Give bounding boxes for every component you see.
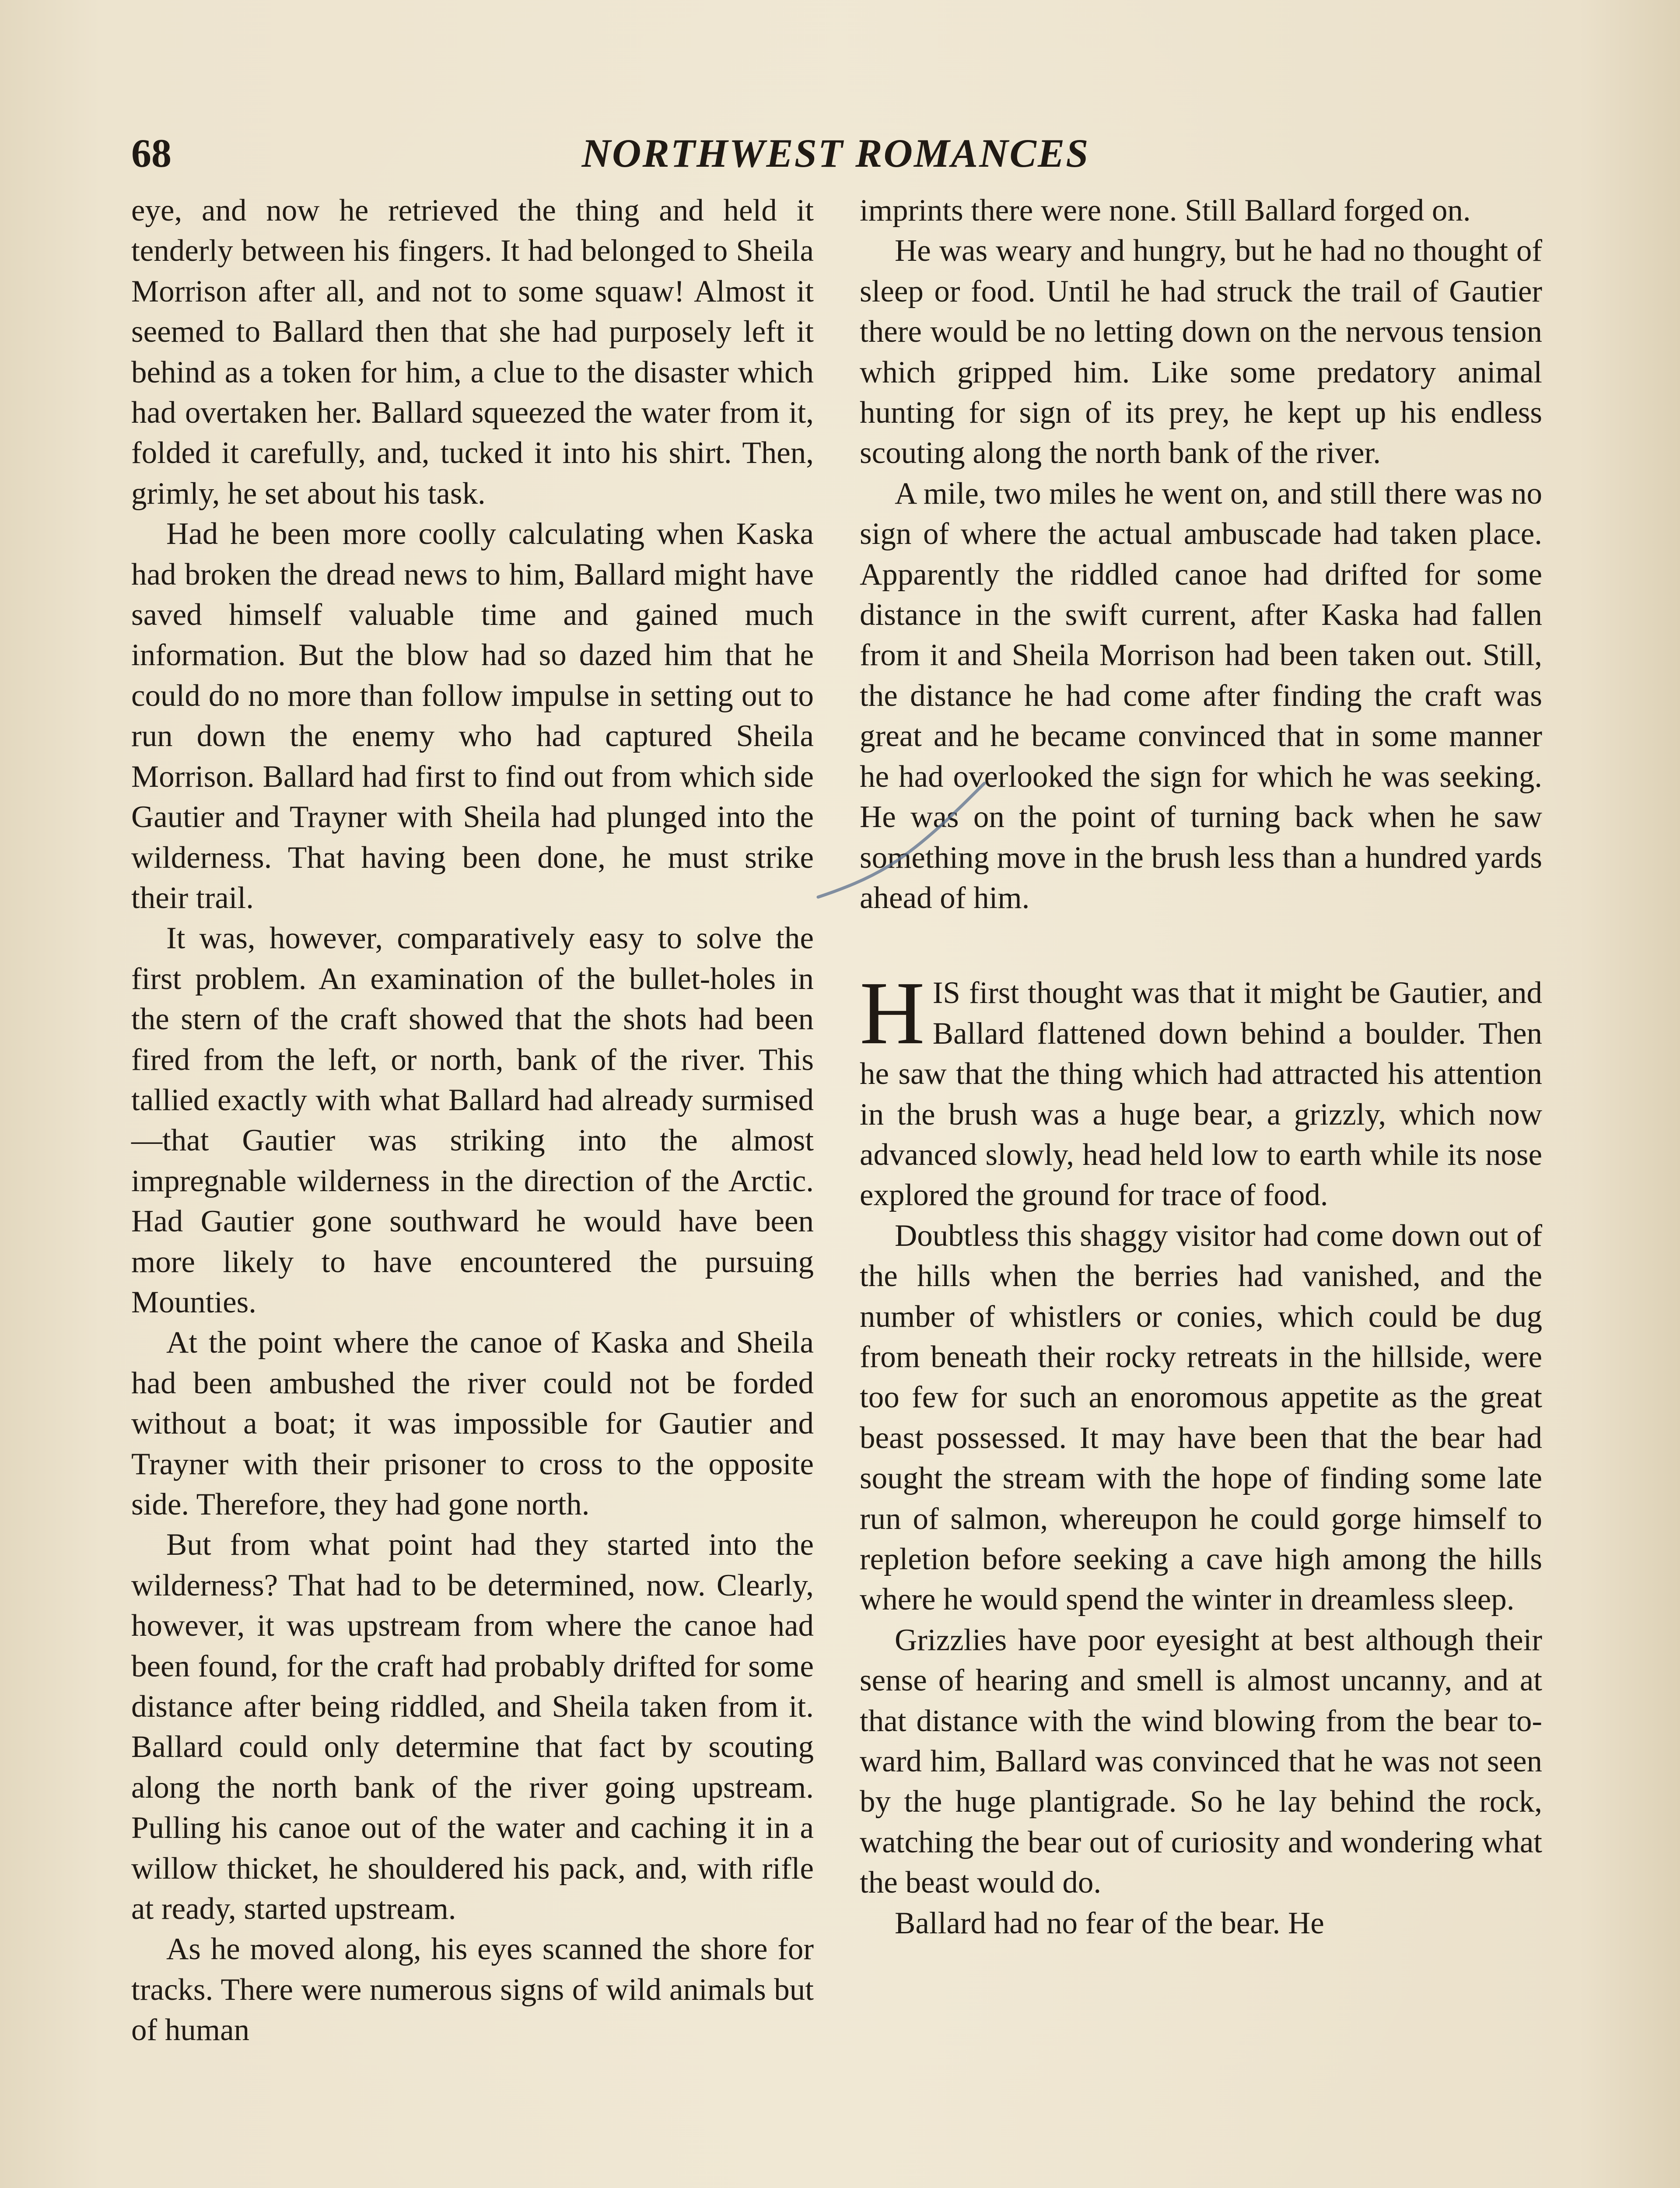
body-paragraph: eye, and now he retrieved the thing and held it tenderly between his fingers. It had belonged to Sheila Morrison after all, and not to some squaw! Almost it seemed to Ballard then that she had purposely left it behind as a token for him, a clue to the disaster which had overtaken her. Ballard squeezed the water from it, folded it carefully, and, tucked it into his shirt. Then, grimly, he set about his task. [131,193,814,511]
body-paragraph: It was, however, comparatively easy to solve the first problem. An examination of the bullet-holes in the stern of the craft showed that the shots had been fired from the left, or north, bank of the river. This tallied exactly with what Ballard had already surmised—that Gautier was striking into the almost impregnable wilderness in the direction of the Arctic. Had Gautier gone southward he would have been more likely to have encountered the pursuing Mounties. [131,921,814,1319]
dropcap-paragraph-text: IS first thought was that it might be Gautier, and Ballard flattened down behind a boulder. Then he saw that the thing which had attracted his attention in the brush was a huge bear, a grizzly, which now advanced slowly, head held low to earth while its nose explored the ground for trace of food. [860,976,1542,1213]
body-paragraph: Grizzlies have poor eyesight at best although their sense of hearing and smell is almost uncanny, and at that distance with the wind blowing from the bear toward him, Ballard was convinced that he was not seen by the huge plantigrade. So he lay behind the rock, watching the bear out of curiosity and wondering what the beast would do. [860,1623,1542,1900]
page-header [131,127,1540,179]
magazine-title: NORTHWEST ROMANCES [581,131,1090,175]
body-paragraph: But from what point had they started into the wilderness? That had to be determined, now. Clearly, however, it was upstream from where the canoe had been found, for the craft had probably drifted for some distance after being riddled, and Sheila taken from it. Ballard could only determine that fact by scouting along the north bank of the river going upstream. Pulling his canoe out of the water and caching it in a willow thicket, he shouldered his pack, and, with rifle at ready, started upstream. [131,1528,814,1926]
left-column [131,190,814,2051]
body-paragraph: As he moved along, his eyes scanned the shore for tracks. There were numerous signs of wild animals but of human [131,1932,814,2048]
body-paragraph: At the point where the canoe of Kaska and Sheila had been ambushed the river could not be forded without a boat; it was impossible for Gautier and Trayner with their prisoner to cross to the opposite side. Therefore, they had gone north. [131,1325,814,1522]
right-column [860,190,1542,1943]
body-paragraph: A mile, two miles he went on, and still there was no sign of where the actual ambuscade had taken place. Apparently the riddled canoe had drifted for some distance in the swift current, after Kaska had fallen from it and Sheila Morrison had been taken out. Still, the distance he had come after finding the craft was great and he became convinced that in some manner he had overlooked the sign for which he was seeking. He was on the point of turning back when he saw something move in the brush less than a hundred yards ahead of him. [860,476,1542,915]
section-break [860,918,1542,973]
body-paragraph: Had he been more coolly calculating when Kaska had broken the dread news to him, Ballard might have saved himself valuable time and gained much information. But the blow had so dazed him that he could do no more than follow impulse in setting out to run down the enemy who had captured Sheila Morrison. Ballard had first to find out from which side Gautier and Trayner with Sheila had plunged into the wilderness. That having been done, he must strike their trail. [131,517,814,915]
drop-cap-letter: H [860,963,925,1063]
dropcap-paragraph [860,963,1542,1215]
body-paragraph: Doubtless this shaggy visitor had come down out of the hills when the berries had vanished, and the number of whistlers or conies, which could be dug from beneath their rocky retreats in the hillside, were too few for such an enoromous appetite as the great beast possessed. It may have been that the bear had sought the stream with the hope of finding some late run of salmon, whereupon he could gorge himself to repletion before seeking a cave high among the hills where he would spend the winter in dreamless sleep. [860,1218,1542,1617]
body-paragraph: He was weary and hungry, but he had no thought of sleep or food. Until he had struck the trail of Gautier there would be no letting down on the nervous tension which gripped him. Like some predatory animal hunting for sign of its prey, he kept up his endless scouting along the north bank of the river. [860,234,1542,470]
body-paragraph: imprints there were none. Still Ballard forged on. [860,193,1471,228]
page-number: 68 [131,131,172,175]
body-paragraph: Ballard had no fear of the bear. He [895,1906,1324,1940]
